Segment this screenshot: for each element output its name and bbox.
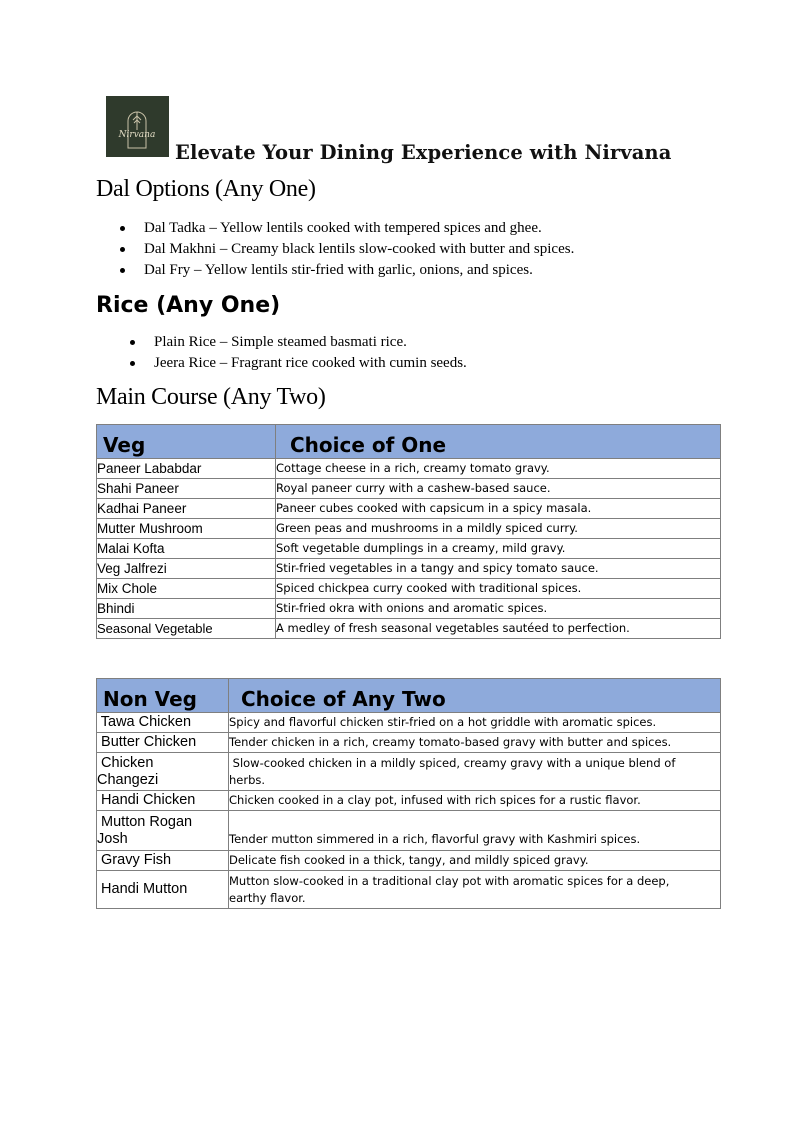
list-item: Dal Tadka – Yellow lentils cooked with tempered spices and ghee. <box>144 218 574 239</box>
dish-description: Mutton slow-cooked in a traditional clay pot with aromatic spices for a deep, earthy flavor. <box>229 871 721 909</box>
dish-name: Butter Chicken <box>97 733 229 753</box>
table-row <box>97 811 721 851</box>
dal-options-heading: Dal Options (Any One) <box>96 176 316 202</box>
table-row <box>97 459 721 479</box>
dish-name: Seasonal Vegetable <box>97 619 276 639</box>
dish-name: Handi Chicken <box>97 791 229 811</box>
dish-description: Cottage cheese in a rich, creamy tomato gravy. <box>276 459 721 479</box>
nonveg-table <box>96 678 721 909</box>
table-row <box>97 559 721 579</box>
dish-name: Shahi Paneer <box>97 479 276 499</box>
table-row <box>97 499 721 519</box>
table-row <box>97 599 721 619</box>
choice-of-any-two-header-cell: Choice of Any Two <box>229 679 721 713</box>
bullet-icon <box>130 340 135 345</box>
table-row <box>97 753 721 791</box>
list-item: Dal Makhni – Creamy black lentils slow-cooked with butter and spices. <box>144 239 574 260</box>
dish-description: Green peas and mushrooms in a mildly spiced curry. <box>276 519 721 539</box>
dish-name: Mix Chole <box>97 579 276 599</box>
dish-description: Slow-cooked chicken in a mildly spiced, creamy gravy with a unique blend of herbs. <box>229 753 721 791</box>
dish-description: Stir-fried okra with onions and aromatic spices. <box>276 599 721 619</box>
dish-description: Paneer cubes cooked with capsicum in a spicy masala. <box>276 499 721 519</box>
dish-description: Spiced chickpea curry cooked with traditional spices. <box>276 579 721 599</box>
list-item: Plain Rice – Simple steamed basmati rice. <box>154 332 467 353</box>
nonveg-header-cell: Non Veg <box>97 679 229 713</box>
dish-name: Malai Kofta <box>97 539 276 559</box>
table-row <box>97 579 721 599</box>
dish-description: Stir-fried vegetables in a tangy and spicy tomato sauce. <box>276 559 721 579</box>
choice-of-one-header-cell: Choice of One <box>276 425 721 459</box>
list-item: Dal Fry – Yellow lentils stir-fried with garlic, onions, and spices. <box>144 260 574 281</box>
logo-graphic <box>106 96 169 157</box>
table-row <box>97 851 721 871</box>
dish-name: Kadhai Paneer <box>97 499 276 519</box>
bullet-icon <box>120 268 125 273</box>
dish-name: Handi Mutton <box>97 871 229 909</box>
dish-description: Royal paneer curry with a cashew-based sauce. <box>276 479 721 499</box>
nonveg-table-header <box>97 679 721 713</box>
dal-options-list <box>144 218 574 281</box>
veg-header-cell: Veg <box>97 425 276 459</box>
nirvana-logo <box>106 96 169 157</box>
dish-description: Chicken cooked in a clay pot, infused with rich spices for a rustic flavor. <box>229 791 721 811</box>
tagline: Elevate Your Dining Experience with Nirvana <box>175 141 672 164</box>
dish-description: Spicy and flavorful chicken stir-fried on a hot griddle with aromatic spices. <box>229 713 721 733</box>
dish-name: Mutter Mushroom <box>97 519 276 539</box>
dish-name: Gravy Fish <box>97 851 229 871</box>
table-row <box>97 871 721 909</box>
dish-description: Delicate fish cooked in a thick, tangy, and mildly spiced gravy. <box>229 851 721 871</box>
table-row <box>97 539 721 559</box>
dish-name: Veg Jalfrezi <box>97 559 276 579</box>
dish-name: Paneer Lababdar <box>97 459 276 479</box>
veg-table-header <box>97 425 721 459</box>
veg-table <box>96 424 721 639</box>
dish-name: Tawa Chicken <box>97 713 229 733</box>
dish-description: A medley of fresh seasonal vegetables sautéed to perfection. <box>276 619 721 639</box>
dish-name: Chicken Changezi <box>97 753 229 791</box>
list-item: Jeera Rice – Fragrant rice cooked with cumin seeds. <box>154 353 467 374</box>
rice-list <box>154 332 467 374</box>
table-row <box>97 713 721 733</box>
dish-name: Mutton Rogan Josh <box>97 811 229 851</box>
dish-description: Soft vegetable dumplings in a creamy, mild gravy. <box>276 539 721 559</box>
table-row <box>97 733 721 753</box>
dish-name: Bhindi <box>97 599 276 619</box>
table-row <box>97 519 721 539</box>
table-row <box>97 479 721 499</box>
dish-description: Tender mutton simmered in a rich, flavorful gravy with Kashmiri spices. <box>229 811 721 851</box>
svg-text:Nirvana: Nirvana <box>118 130 156 140</box>
bullet-icon <box>120 226 125 231</box>
main-course-heading: Main Course (Any Two) <box>96 384 326 410</box>
bullet-icon <box>120 247 125 252</box>
rice-heading: Rice (Any One) <box>96 293 281 318</box>
bullet-icon <box>130 361 135 366</box>
table-row <box>97 791 721 811</box>
table-row <box>97 619 721 639</box>
dish-description: Tender chicken in a rich, creamy tomato-based gravy with butter and spices. <box>229 733 721 753</box>
